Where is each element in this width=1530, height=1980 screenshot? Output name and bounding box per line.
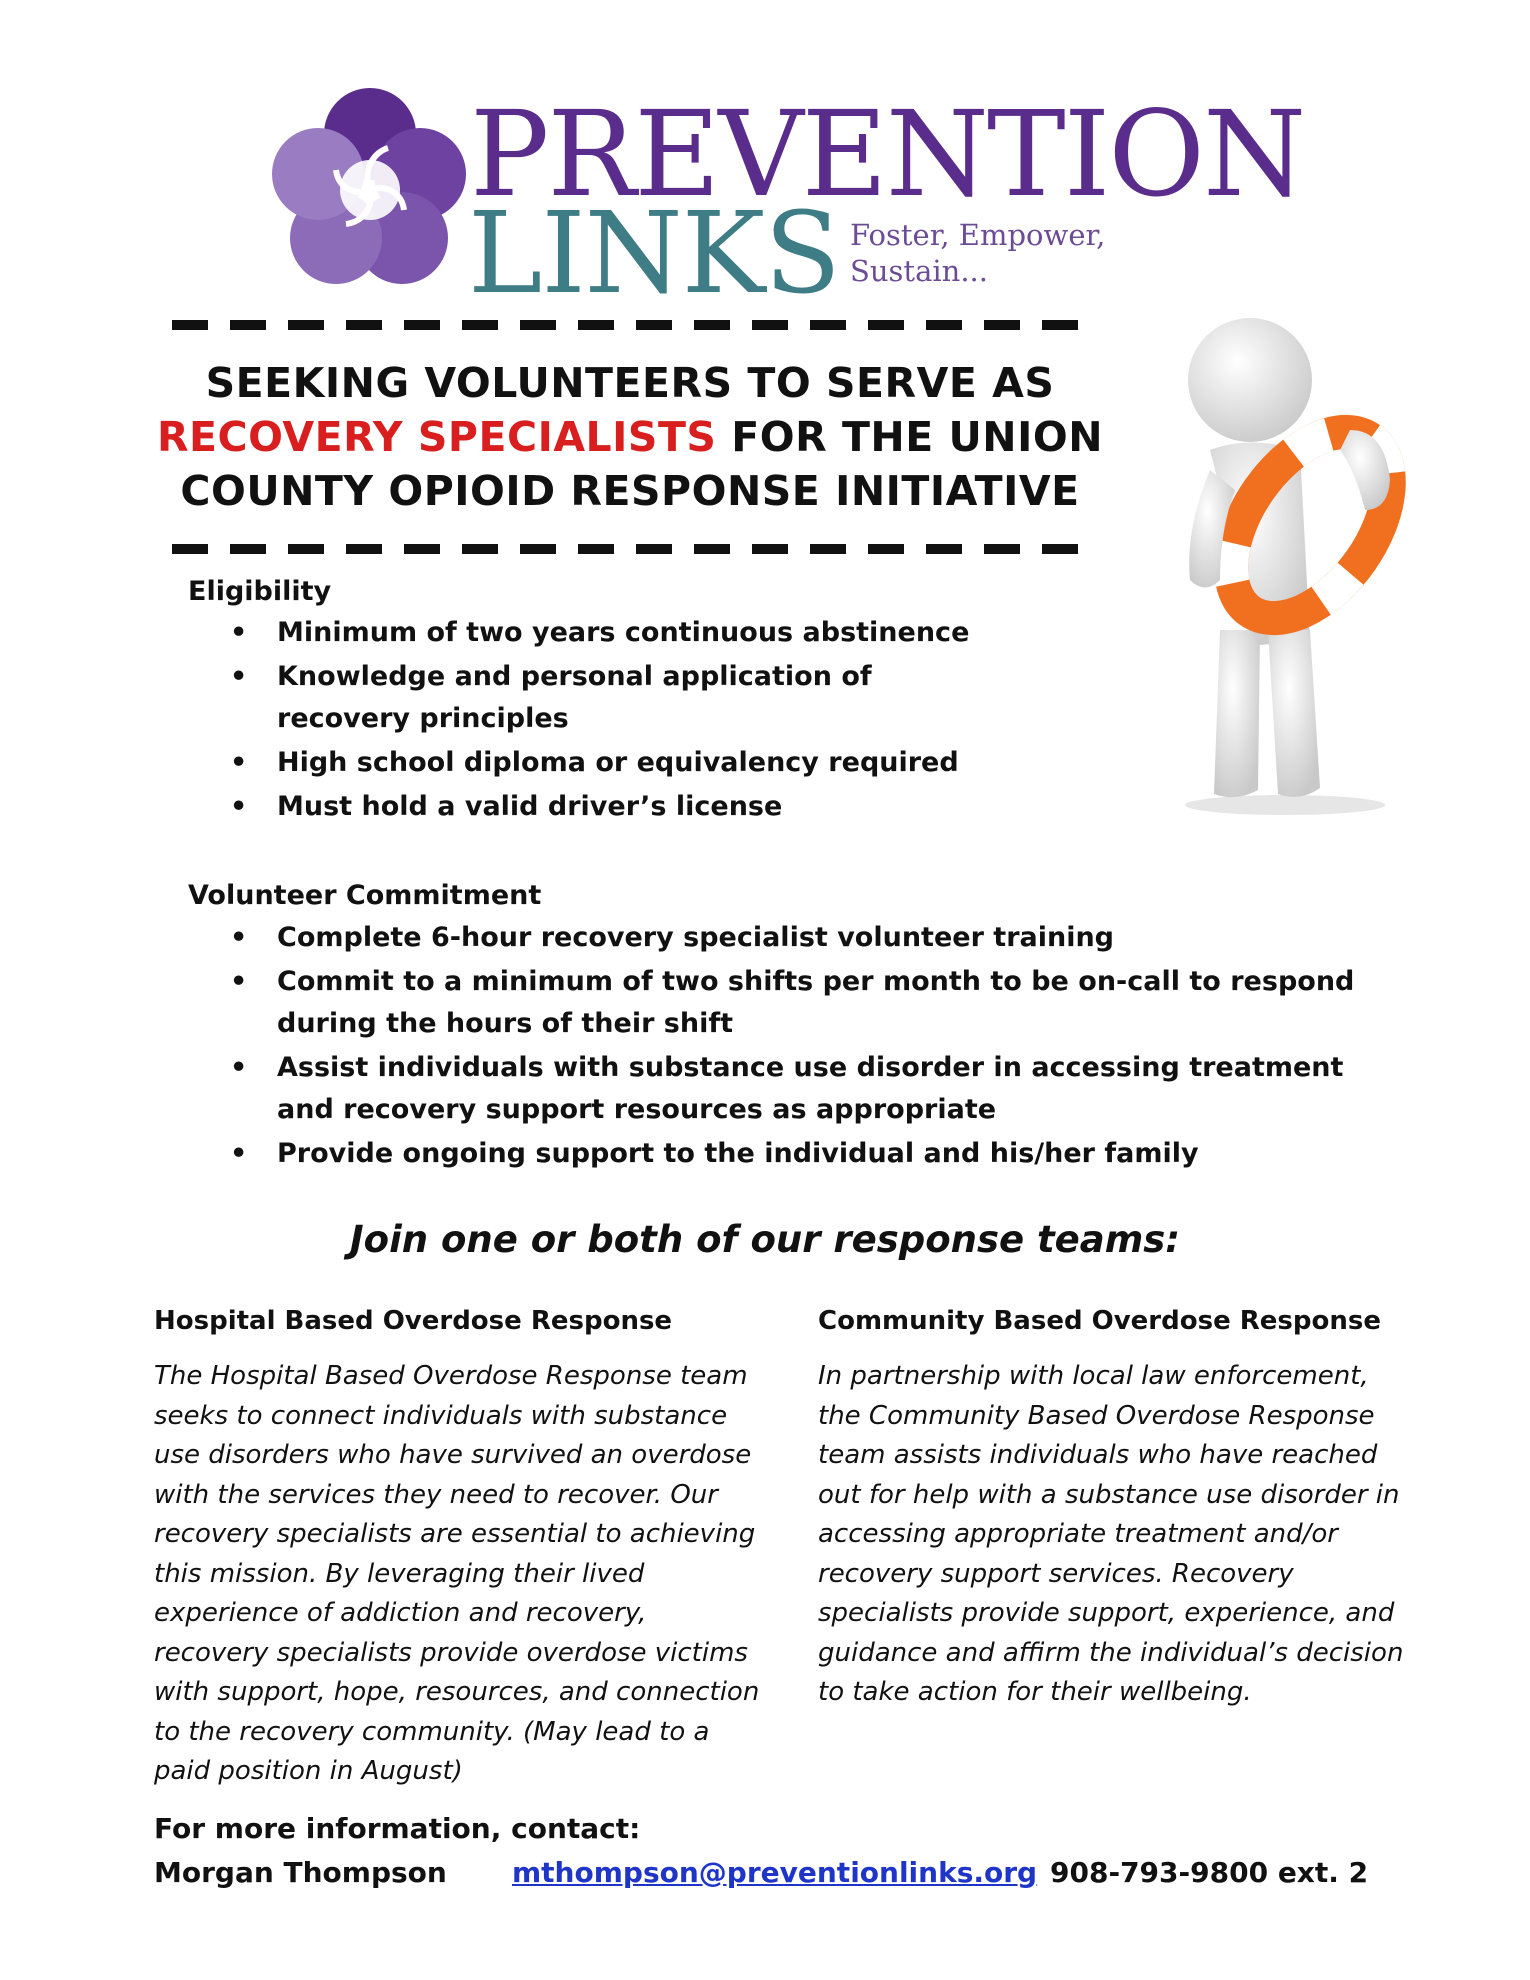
contact-name: Morgan Thompson — [154, 1856, 447, 1889]
headline-highlight: RECOVERY SPECIALISTS — [156, 413, 717, 461]
hospital-response-description: The Hospital Based Overdose Response team seeks to connect individuals with substance use disorders who have survived an overdose with the services they need to recover. Our recovery specialists are essential to achieving this mission. By leveraging their lived experience of addiction and recovery, recovery specialists provide overdose victims with support, hope, resources, and connection to the recovery community. (May lead to a paid position in August) — [154, 1361, 760, 1786]
commitment-list — [230, 917, 1380, 1177]
headline-line1: SEEKING VOLUNTEERS TO SERVE AS — [205, 359, 1055, 407]
volunteer-commitment-heading: Volunteer Commitment — [188, 880, 542, 911]
list-item: • Commit to a minimum of two shifts per month to be on-call to respond during the hours of their shift — [230, 961, 1380, 1045]
list-item: • Must hold a valid driver’s license — [230, 786, 990, 828]
community-response-title: Community Based Overdose Response — [818, 1306, 1381, 1336]
list-item: • Provide ongoing support to the individual and his/her family — [230, 1133, 1380, 1175]
contact-phone: 908-793-9800 ext. 2 — [1050, 1856, 1369, 1889]
headline-line2-rest: FOR THE UNION — [716, 413, 1104, 461]
logo-word-prevention: PREVENTION — [470, 85, 1305, 223]
prevention-links-logo-mark — [270, 82, 470, 292]
list-item: • Complete 6-hour recovery specialist volunteer training — [230, 917, 1380, 959]
logo-tagline-line1: Foster, Empower, — [850, 218, 1106, 252]
join-teams-heading: Join one or both of our response teams: — [349, 1218, 1181, 1261]
contact-email-link[interactable]: mthompson@preventionlinks.org — [512, 1856, 1038, 1889]
contact-heading: For more information, contact: — [154, 1812, 641, 1845]
list-item: • High school diploma or equivalency required — [230, 742, 990, 784]
dashed-divider-top — [172, 320, 1092, 330]
list-item: • Minimum of two years continuous abstinence — [230, 612, 990, 654]
eligibility-list — [230, 612, 990, 830]
person-holding-life-ring-icon — [1150, 310, 1420, 820]
logo-word-links: LINKS — [468, 189, 841, 319]
hospital-response-title: Hospital Based Overdose Response — [154, 1306, 673, 1336]
logo-tagline-line2: Sustain... — [850, 254, 988, 288]
eligibility-heading: Eligibility — [188, 576, 332, 607]
dashed-divider-bottom — [172, 544, 1092, 554]
list-item: • Knowledge and personal application of recovery principles — [230, 656, 990, 740]
headline-line3: COUNTY OPIOID RESPONSE INITIATIVE — [180, 467, 1080, 515]
community-response-description: In partnership with local law enforcement, the Community Based Overdose Response team assists individuals who have reached out for help with a substance use disorder in accessing appropriate treatment and/or recovery support services. Recovery specialists provide support, experience, and guidance and affirm the individual’s decision to take action for their wellbeing. — [818, 1361, 1404, 1707]
list-item: • Assist individuals with substance use disorder in accessing treatment and recovery support resources as appropriate — [230, 1047, 1380, 1131]
headline — [140, 356, 1120, 518]
